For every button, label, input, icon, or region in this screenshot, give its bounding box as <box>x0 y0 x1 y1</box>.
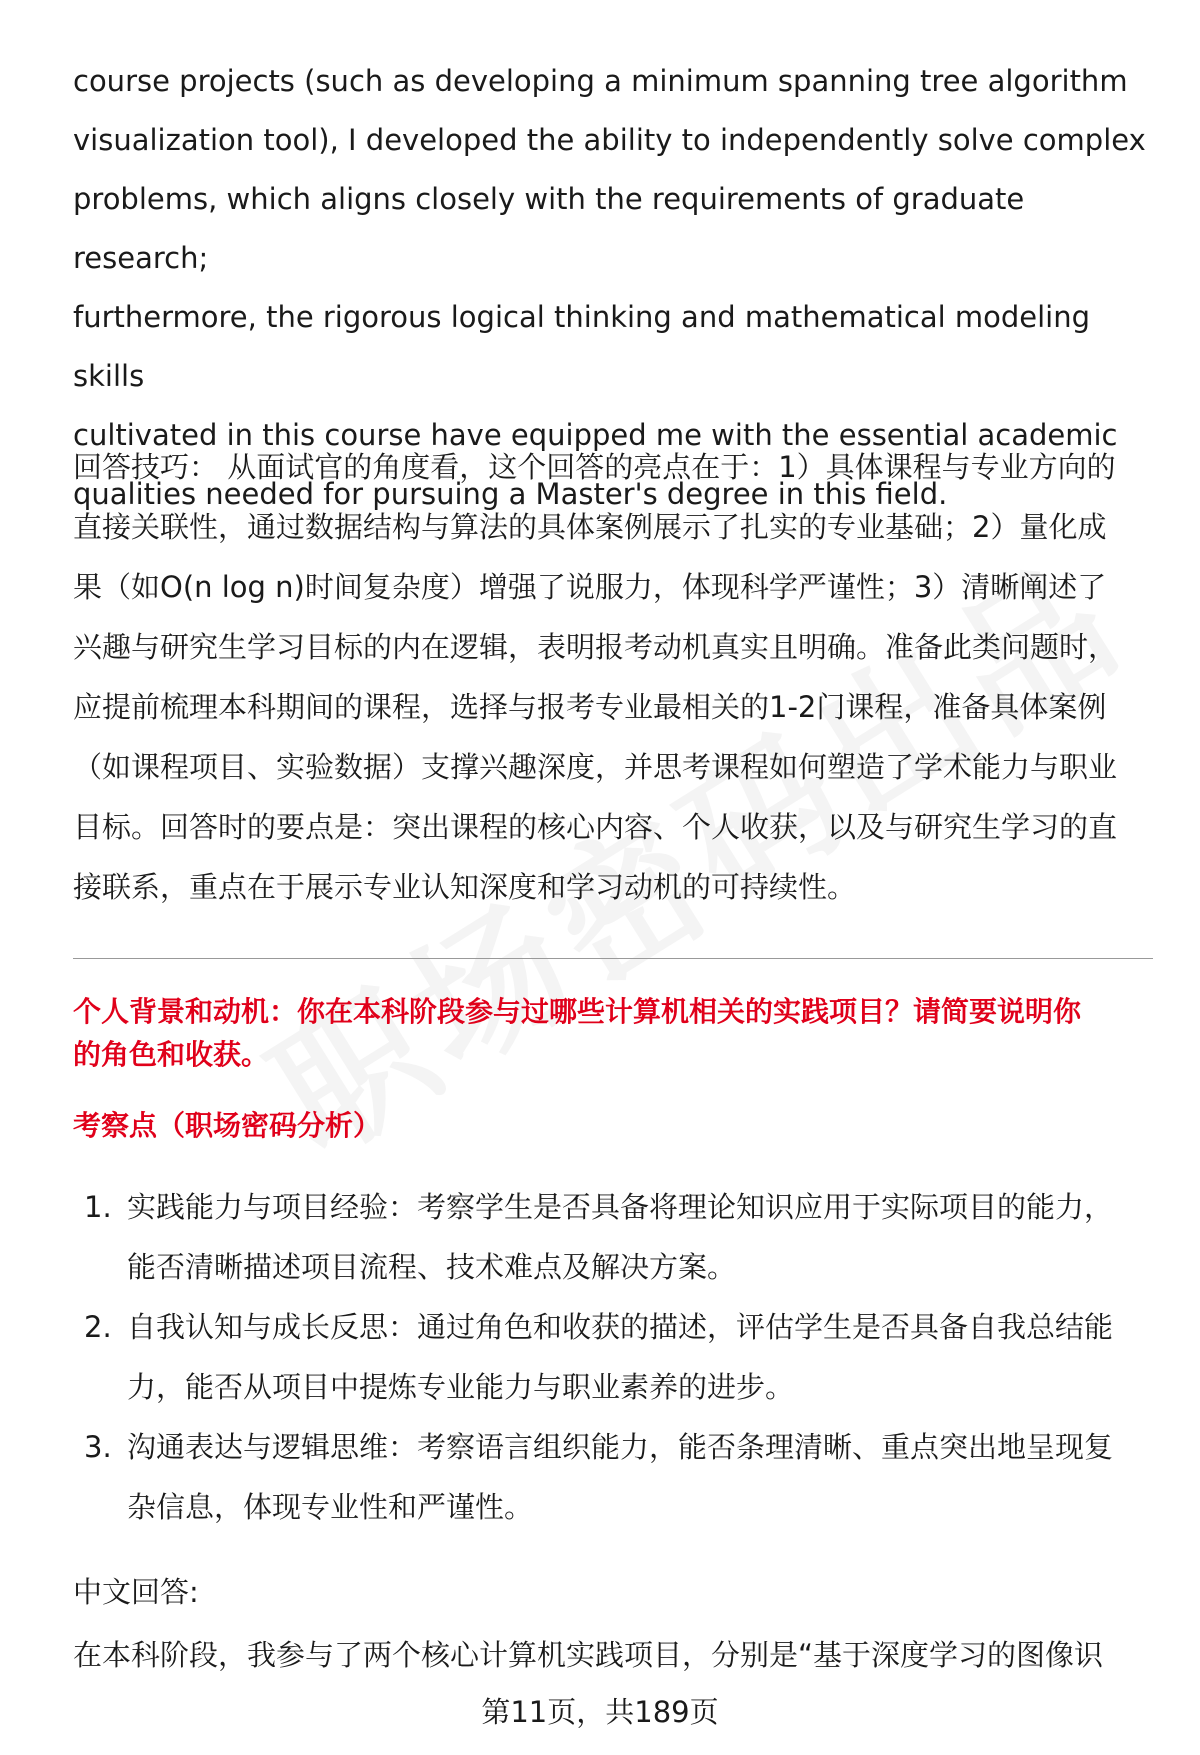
assessment-heading: 考察点（职场密码分析） <box>73 1109 382 1142</box>
list-item <box>73 1177 1153 1297</box>
chinese-answer-label: 中文回答: <box>73 1575 199 1609</box>
text-line: furthermore, the rigorous logical thinking and mathematical modeling skills <box>73 300 1091 393</box>
answer-tip-paragraph <box>73 437 1153 917</box>
text-line: 个人背景和动机：你在本科阶段参与过哪些计算机相关的实践项目？请简要说明你 <box>73 995 1082 1028</box>
text-line: 兴趣与研究生学习目标的内在逻辑，表明报考动机真实且明确。准备此类问题时， <box>73 630 1118 664</box>
list-number: 1. <box>84 1190 112 1224</box>
text-line: 的角色和收获。 <box>73 1038 270 1071</box>
list-item <box>73 1297 1153 1417</box>
text-line: 果（如O(n log n)时间复杂度）增强了说服力，体现科学严谨性；3）清晰阐述了 <box>73 570 1107 604</box>
assessment-list <box>73 1177 1153 1537</box>
text-line: 实践能力与项目经验：考察学生是否具备将理论知识应用于实际项目的能力， <box>127 1190 1114 1224</box>
text-line: course projects (such as developing a minimum spanning tree algorithm <box>73 64 1128 98</box>
text-line: 接联系，重点在于展示专业认知深度和学习动机的可持续性。 <box>73 870 857 904</box>
text-line: cultivated in this course have equipped me with the essential academic <box>73 418 1118 452</box>
list-item <box>73 1417 1153 1537</box>
text-line: 沟通表达与逻辑思维：考察语言组织能力，能否条理清晰、重点突出地呈现复 <box>127 1430 1114 1464</box>
list-number: 3. <box>84 1430 112 1464</box>
text-line: 杂信息，体现专业性和严谨性。 <box>127 1490 534 1524</box>
text-line: 应提前梳理本科期间的课程，选择与报考专业最相关的1-2门课程，准备具体案例 <box>73 690 1107 724</box>
text-line: qualities needed for pursuing a Master's degree in this field. <box>73 477 948 511</box>
text-line: 力，能否从项目中提炼专业能力与职业素养的进步。 <box>127 1370 795 1404</box>
text-line: 回答技巧： 从面试官的角度看，这个回答的亮点在于：1）具体课程与专业方向的 <box>73 450 1116 484</box>
text-line: 直接关联性，通过数据结构与算法的具体案例展示了扎实的专业基础；2）量化成 <box>73 510 1107 544</box>
list-number: 2. <box>84 1310 112 1344</box>
text-line: visualization tool), I developed the ability to independently solve complex <box>73 123 1146 157</box>
page-footer: 第11页，共189页 <box>481 1695 719 1729</box>
text-line: 自我认知与成长反思：通过角色和收获的描述，评估学生是否具备自我总结能 <box>127 1310 1114 1344</box>
text-line: problems, which aligns closely with the requirements of graduate research; <box>73 182 1025 275</box>
text-line: 目标。回答时的要点是：突出课程的核心内容、个人收获，以及与研究生学习的直 <box>73 810 1118 844</box>
text-line: （如课程项目、实验数据）支撑兴趣深度，并思考课程如何塑造了学术能力与职业 <box>73 750 1118 784</box>
interview-question <box>73 990 1153 1076</box>
chinese-answer-paragraph: 在本科阶段，我参与了两个核心计算机实践项目，分别是“基于深度学习的图像识 <box>73 1638 1104 1672</box>
text-line: 能否清晰描述项目流程、技术难点及解决方案。 <box>127 1250 737 1284</box>
section-divider <box>73 958 1153 959</box>
